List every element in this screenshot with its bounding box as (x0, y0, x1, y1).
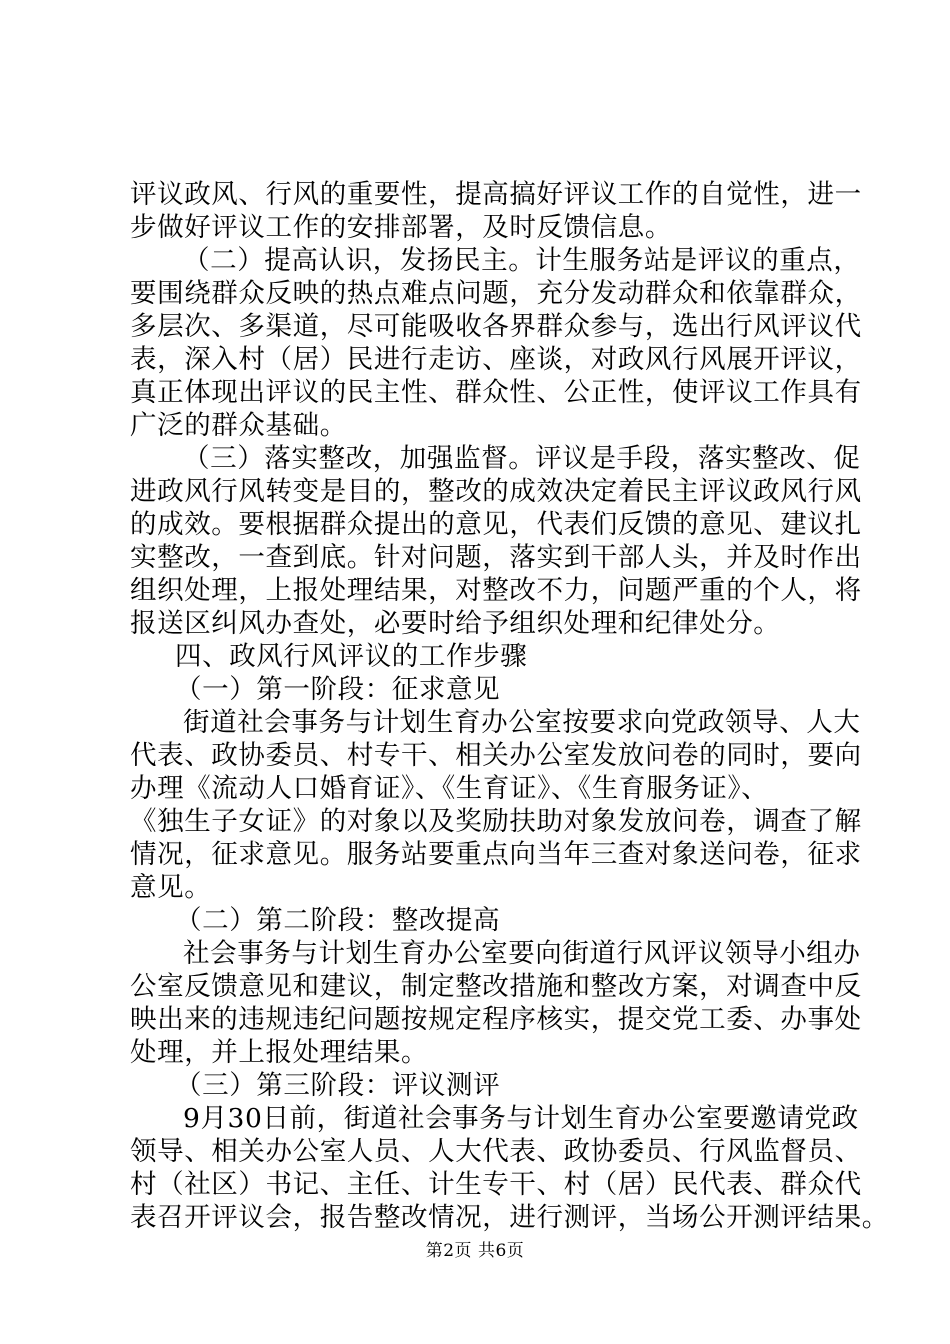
text-line: 领导、相关办公室人员、人大代表、政协委员、行风监督员、 (130, 1136, 862, 1167)
text-line: 《独生子女证》的对象以及奖励扶助对象发放问卷，调查了解 (130, 806, 862, 837)
text-line: 办理《流动人口婚育证》、《生育证》、《生育服务证》、 (130, 773, 769, 804)
text-line: 真正体现出评议的民主性、群众性、公正性，使评议工作具有 (130, 377, 862, 408)
text-line: （二）提高认识，发扬民主。计生服务站是评议的重点， (183, 245, 861, 276)
text-line: 的成效。要根据群众提出的意见，代表们反馈的意见、建议扎 (130, 509, 862, 540)
section-heading: 四、政风行风评议的工作步骤 (175, 641, 528, 672)
text-line: 意见。 (130, 872, 212, 903)
text-line: 情况，征求意见。服务站要重点向当年三查对象送问卷，征求 (130, 839, 862, 870)
text-line: 组织处理，上报处理结果，对整改不力，问题严重的个人，将 (130, 575, 862, 606)
text-line: 实整改，一查到底。针对问题，落实到干部人头，并及时作出 (130, 542, 862, 573)
text-line: 9月30日前，街道社会事务与计划生育办公室要邀请党政 (183, 1103, 859, 1134)
text-line: 表，深入村（居）民进行走访、座谈，对政风行风展开评议， (130, 344, 862, 375)
text-line: 映出来的违规违纪问题按规定程序核实，提交党工委、办事处 (130, 1004, 862, 1035)
subsection-heading: （一）第一阶段：征求意见 (175, 674, 501, 705)
text-line: 社会事务与计划生育办公室要向街道行风评议领导小组办 (183, 938, 861, 969)
text-line: 表召开评议会，报告整改情况，进行测评，当场公开测评结果。 (130, 1202, 889, 1233)
text-line: 步做好评议工作的安排部署，及时反馈信息。 (130, 212, 672, 243)
text-line: 代表、政协委员、村专干、相关办公室发放问卷的同时，要向 (130, 740, 862, 771)
text-line: 多层次、多渠道，尽可能吸收各界群众参与，选出行风评议代 (130, 311, 862, 342)
subsection-heading: （二）第二阶段：整改提高 (175, 905, 501, 936)
text-line: 公室反馈意见和建议，制定整改措施和整改方案，对调查中反 (130, 971, 862, 1002)
text-line: 进政风行风转变是目的，整改的成效决定着民主评议政风行风 (130, 476, 862, 507)
subsection-heading: （三）第三阶段：评议测评 (175, 1070, 501, 1101)
text-line: （三）落实整改，加强监督。评议是手段，落实整改、促 (183, 443, 861, 474)
text-line: 街道社会事务与计划生育办公室按要求向党政领导、人大 (183, 707, 861, 738)
text-line: 报送区纠风办查处，必要时给予组织处理和纪律处分。 (130, 608, 781, 639)
text-line: 评议政风、行风的重要性，提高搞好评议工作的自觉性，进一 (130, 179, 862, 210)
text-line: 广泛的群众基础。 (130, 410, 347, 441)
text-line: 要围绕群众反映的热点难点问题，充分发动群众和依靠群众， (130, 278, 862, 309)
page-footer: 第2页 共6页 (425, 1241, 525, 1261)
text-line: 处理，并上报处理结果。 (130, 1037, 429, 1068)
text-line: 村（社区）书记、主任、计生专干、村（居）民代表、群众代 (130, 1169, 862, 1200)
